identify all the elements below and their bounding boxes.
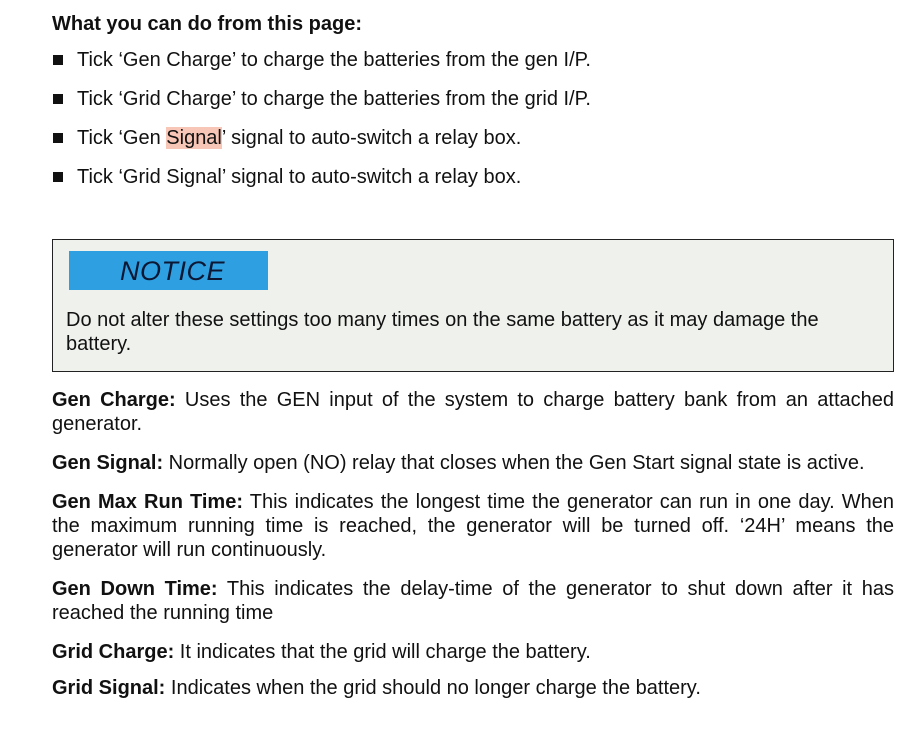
definition-description: This indicates the delay-time of the generator to shut down after it has reached the running time [52,578,895,624]
definition-term: Gen Signal: [52,452,164,474]
bullet-item-grid-signal [52,164,894,203]
highlighted-word: Signal [166,127,222,149]
bullet-text: Tick ‘Grid Signal’ signal to auto-switch a relay box. [77,166,522,188]
bullet-text: Tick ‘Gen Charge’ to charge the batteries from the gen I/P. [77,49,591,71]
definition-term: Gen Charge: [52,389,176,411]
notice-text: Do not alter these settings too many times on the same battery as it may damage the battery. [66,309,819,355]
definition-gen-signal [52,451,894,475]
definition-gen-charge [52,388,894,436]
section-heading: What you can do from this page: [52,13,363,35]
definition-gen-down-time [52,577,894,625]
square-bullet-icon [53,55,63,65]
definition-description: It indicates that the grid will charge the battery. [174,641,591,663]
bullet-item-gen-charge [52,47,894,86]
bullet-text-start: Tick ‘Gen [77,127,167,149]
bullet-text: Tick ‘Grid Charge’ to charge the batteries from the grid I/P. [77,88,591,110]
bullet-item-gen-signal [52,125,894,164]
definition-description: This indicates the longest time the generator can run in one day. When the maximum running time is reached, the generator will be turned off. ‘24H’ means the generator will run continuously. [52,491,895,561]
definition-list [52,388,894,712]
action-bullet-list [52,47,894,203]
notice-title: NOTICE [120,256,226,286]
square-bullet-icon [53,172,63,182]
definition-term: Grid Signal: [52,677,166,699]
definition-description: Uses the GEN input of the system to charge battery bank from an attached generator. [52,389,894,435]
definition-gen-max-run-time [52,490,894,562]
definition-description: Indicates when the grid should no longer charge the battery. [165,677,701,699]
notice-box [52,239,894,372]
bullet-text [77,125,521,151]
definition-description: Normally open (NO) relay that closes when the Gen Start signal state is active. [163,452,865,474]
square-bullet-icon [53,133,63,143]
notice-banner [69,251,268,290]
definition-grid-signal [52,676,894,700]
definition-term: Grid Charge: [52,641,175,663]
definition-term: Gen Max Run Time: [52,491,244,513]
definition-grid-charge [52,640,894,664]
definition-term: Gen Down Time: [52,578,218,600]
square-bullet-icon [53,94,63,104]
bullet-text-end: ’ signal to auto-switch a relay box. [221,127,522,149]
bullet-item-grid-charge [52,86,894,125]
